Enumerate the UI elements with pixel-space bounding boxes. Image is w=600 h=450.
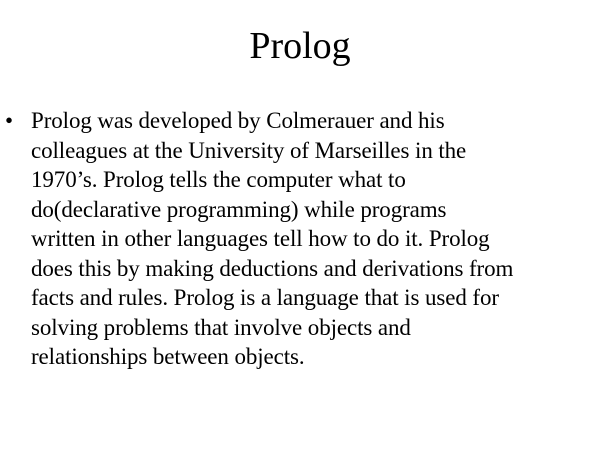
slide-title: Prolog — [249, 25, 351, 67]
bullet-text-line: Prolog was developed by Colmerauer and his — [31, 108, 445, 133]
bullet-text-line: colleagues at the University of Marseilles in the — [31, 137, 467, 163]
bullet-text-line: relationships between objects. — [31, 344, 305, 369]
bullet-dot-icon: • — [5, 108, 13, 133]
bullet-text-line: written in other languages tell how to do it. Prolog — [31, 226, 490, 251]
bullet-text-line: do(declarative programming) while programs — [31, 196, 447, 222]
bullet-text-line: 1970’s. Prolog tells the computer what to — [31, 167, 406, 192]
bullet-text-line: does this by making deductions and derivations from — [31, 255, 514, 281]
bullet-list — [0, 106, 600, 372]
bullet-text-line: facts and rules. Prolog is a language that is used for — [31, 285, 499, 310]
bullet-item — [0, 106, 600, 372]
bullet-text-line: solving problems that involve objects and — [31, 314, 411, 340]
